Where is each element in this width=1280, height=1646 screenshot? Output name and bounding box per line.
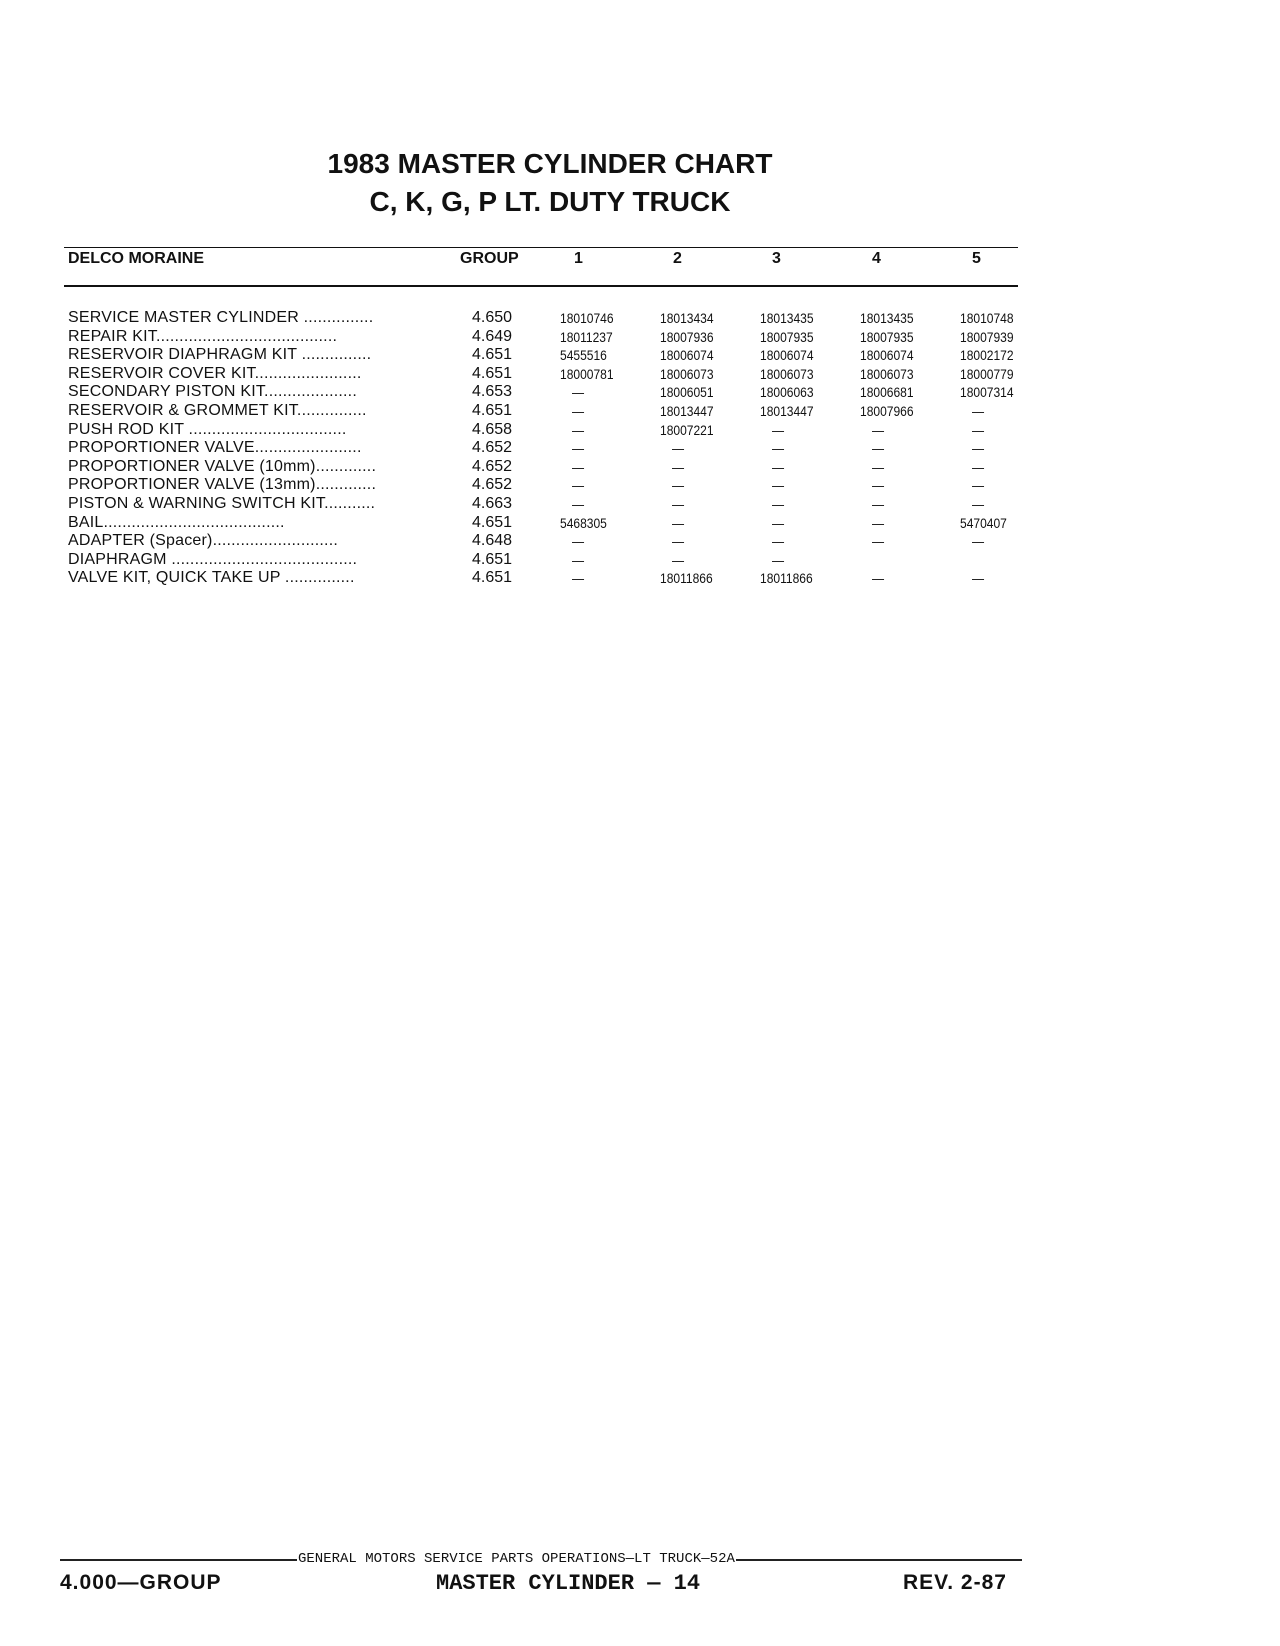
part-number-col-5: 5470407 [960, 514, 1007, 531]
table-row [0, 365, 1280, 383]
page-subtitle: C, K, G, P LT. DUTY TRUCK [369, 186, 731, 217]
part-number-col-4: 18006681 [860, 384, 914, 401]
group-number: 4.649 [472, 327, 513, 345]
part-number-col-5: 18002172 [960, 347, 1014, 364]
group-number: 4.651 [472, 569, 513, 587]
group-number: 4.651 [472, 402, 513, 419]
header-col-5: 5 [972, 250, 981, 267]
part-number-col-2: — [672, 533, 685, 550]
part-number-col-5: — [972, 570, 985, 587]
part-number-col-1: 5468305 [560, 514, 607, 531]
group-number: 4.648 [472, 532, 513, 550]
part-description: SERVICE MASTER CYLINDER ............... [68, 309, 374, 326]
group-number: 4.651 [472, 346, 513, 364]
part-description: BAIL....................................... [68, 513, 285, 531]
group-number: 4.651 [472, 550, 513, 568]
part-number-col-4: — [872, 533, 885, 550]
group-number: 4.658 [472, 420, 513, 438]
table-row [0, 514, 1280, 532]
part-number-col-4: — [872, 514, 885, 531]
part-number-col-5: — [972, 496, 985, 512]
part-number-col-1: — [572, 403, 585, 419]
part-number-col-1: 18000781 [560, 365, 614, 382]
part-number-col-3: 18006074 [760, 347, 814, 364]
part-number-col-5: 18010748 [960, 310, 1014, 326]
table-row [0, 458, 1280, 476]
part-number-col-5: — [972, 403, 985, 419]
part-number-col-4: 18007935 [860, 328, 914, 345]
group-number: 4.650 [472, 309, 513, 326]
part-description: PROPORTIONER VALVE (10mm)............. [68, 457, 377, 475]
part-number-col-1: 5455516 [560, 347, 607, 364]
header-col-1: 1 [574, 250, 583, 267]
part-number-col-3: — [772, 421, 785, 438]
group-number: 4.653 [472, 383, 513, 401]
part-number-col-3: 18006063 [760, 384, 814, 401]
part-number-col-2: 18007221 [660, 421, 714, 438]
part-number-col-2: — [672, 514, 685, 531]
part-description: PISTON & WARNING SWITCH KIT........... [68, 495, 376, 512]
part-number-col-1: — [572, 384, 585, 401]
part-number-col-3: — [772, 440, 785, 457]
header-col-3: 3 [772, 250, 781, 267]
part-number-col-2: — [672, 496, 685, 512]
part-number-col-4: — [872, 421, 885, 438]
part-number-col-3: — [772, 458, 785, 475]
part-number-col-1: 18011237 [560, 328, 613, 345]
part-number-col-3: — [772, 477, 785, 494]
table-row [0, 346, 1280, 364]
table-row [0, 309, 1280, 327]
part-number-col-2: 18006051 [660, 384, 714, 401]
part-number-col-2: 18013434 [660, 310, 714, 326]
part-number-col-3: — [772, 551, 785, 568]
part-number-col-4: 18007966 [860, 403, 914, 419]
header-col-4: 4 [872, 250, 881, 267]
part-number-col-1: — [572, 551, 585, 568]
part-number-col-1: — [572, 421, 585, 438]
footer-section: MASTER CYLINDER — 14 [436, 1571, 701, 1596]
part-description: RESERVOIR DIAPHRAGM KIT ............... [68, 346, 372, 364]
part-number-col-2: 18011866 [660, 570, 713, 587]
header-bottom-rule [64, 285, 1018, 287]
part-description: ADAPTER (Spacer)........................... [68, 532, 338, 550]
page-title: 1983 MASTER CYLINDER CHART [327, 148, 773, 179]
footer-group: 4.000—GROUP [60, 1571, 222, 1594]
part-number-col-3: — [772, 496, 785, 512]
part-number-col-5: 18000779 [960, 365, 1014, 382]
table-row [0, 328, 1280, 346]
part-number-col-1: — [572, 570, 585, 587]
part-number-col-1: — [572, 458, 585, 475]
part-number-col-3: 18013447 [760, 403, 814, 419]
part-number-col-5: — [972, 440, 985, 457]
footer-revision: REV. 2-87 [903, 1571, 1007, 1594]
table-row [0, 476, 1280, 494]
part-number-col-5: — [972, 421, 985, 438]
part-number-col-2: — [672, 458, 685, 475]
part-number-col-4: — [872, 458, 885, 475]
part-number-col-3: 18006073 [760, 365, 814, 382]
group-number: 4.651 [472, 513, 513, 531]
part-description: REPAIR KIT....................................... [68, 327, 338, 345]
table-row [0, 402, 1280, 420]
header-label: DELCO MORAINE [68, 250, 204, 267]
part-number-col-1: 18010746 [560, 310, 614, 326]
footer-operations-text: GENERAL MOTORS SERVICE PARTS OPERATIONS—LT TRUCK—52A [298, 1551, 735, 1567]
part-number-col-5: — [972, 458, 985, 475]
part-number-col-1: — [572, 533, 585, 550]
part-number-col-1: — [572, 440, 585, 457]
part-number-col-2: — [672, 551, 685, 568]
table-row [0, 421, 1280, 439]
part-number-col-2: — [672, 477, 685, 494]
part-number-col-3: 18011866 [760, 570, 813, 587]
group-number: 4.652 [472, 439, 513, 457]
part-number-col-2: 18006073 [660, 365, 714, 382]
part-description: PUSH ROD KIT .................................. [68, 420, 347, 438]
part-number-col-3: — [772, 533, 785, 550]
part-number-col-2: 18007936 [660, 328, 714, 345]
part-number-col-1: — [572, 496, 585, 512]
header-group: GROUP [460, 250, 519, 267]
part-number-col-4: 18006074 [860, 347, 914, 364]
part-number-col-5: — [972, 477, 985, 494]
footer-operations [297, 1551, 736, 1567]
table-row [0, 495, 1280, 513]
table-row [0, 551, 1280, 569]
part-number-col-3: — [772, 514, 785, 531]
part-description: PROPORTIONER VALVE (13mm)............. [68, 476, 377, 494]
part-number-col-3: 18013435 [760, 310, 814, 326]
part-number-col-5: — [972, 533, 985, 550]
part-number-col-4: — [872, 440, 885, 457]
part-description: RESERVOIR & GROMMET KIT............... [68, 402, 367, 419]
part-number-col-4: — [872, 477, 885, 494]
part-number-col-4: — [872, 496, 885, 512]
part-description: VALVE KIT, QUICK TAKE UP ............... [68, 569, 355, 587]
part-description: DIAPHRAGM ........................................ [68, 550, 358, 568]
group-number: 4.651 [472, 364, 513, 382]
part-description: SECONDARY PISTON KIT.................... [68, 383, 357, 401]
part-number-col-2: 18006074 [660, 347, 714, 364]
table-row [0, 569, 1280, 587]
table-row [0, 383, 1280, 401]
header-col-2: 2 [673, 250, 682, 267]
part-number-col-2: 18013447 [660, 403, 714, 419]
group-number: 4.652 [472, 457, 513, 475]
part-number-col-3: 18007935 [760, 328, 814, 345]
group-number: 4.652 [472, 476, 513, 494]
part-number-col-4: 18013435 [860, 310, 914, 326]
part-description: RESERVOIR COVER KIT....................... [68, 364, 362, 382]
table-row [0, 439, 1280, 457]
header-top-rule [64, 247, 1018, 248]
part-number-col-2: — [672, 440, 685, 457]
part-description: PROPORTIONER VALVE....................... [68, 439, 362, 457]
part-number-col-4: 18006073 [860, 365, 914, 382]
part-number-col-5: 18007314 [960, 384, 1014, 401]
part-number-col-5: 18007939 [960, 328, 1014, 345]
part-number-col-1: — [572, 477, 585, 494]
part-number-col-4: — [872, 570, 885, 587]
table-row [0, 532, 1280, 550]
group-number: 4.663 [472, 495, 513, 512]
